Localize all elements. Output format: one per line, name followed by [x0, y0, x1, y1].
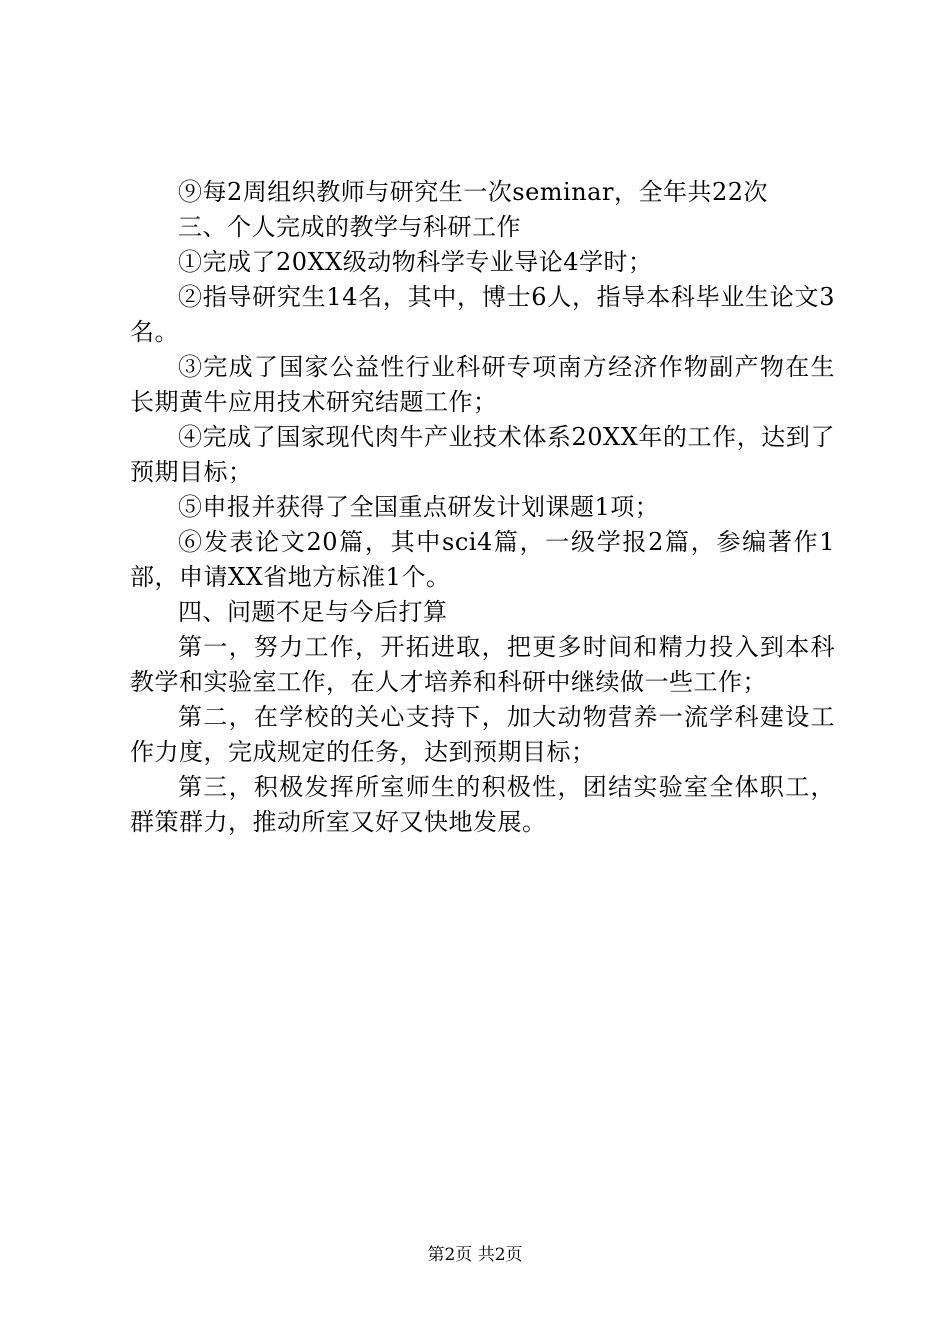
- list-item-1: ①完成了20XX级动物科学专业导论4学时；: [178, 248, 653, 276]
- page-number-label: 第2页 共2页: [427, 1245, 523, 1265]
- plan-item-1: 第一，努力工作，开拓进取，把更多时间和精力投入到本科教学和实验室工作，在人才培养和科研中继续做一些工作；: [130, 633, 835, 696]
- list-item-5: ⑤申报并获得了全国重点研发计划课题1项；: [178, 493, 660, 521]
- plan-item-2: 第二，在学校的关心支持下，加大动物营养一流学科建设工作力度，完成规定的任务，达到预期目标；: [130, 703, 835, 766]
- list-item-6: ⑥发表论文20篇，其中sci4篇，一级学报2篇，参编著作1部，申请XX省地方标准1个。: [130, 528, 835, 591]
- section-heading-4: 四、问题不足与今后打算: [178, 598, 448, 626]
- list-item-4: ④完成了国家现代肉牛产业技术体系20XX年的工作，达到了预期目标；: [130, 423, 835, 486]
- list-item-2: ②指导研究生14名，其中，博士6人，指导本科毕业生论文3名。: [130, 283, 835, 346]
- plan-item-3: 第三，积极发挥所室师生的积极性，团结实验室全体职工，群策群力，推动所室又好又快地发展。: [130, 773, 835, 836]
- document-body: [130, 175, 835, 840]
- section-heading-3: 三、个人完成的教学与科研工作: [178, 213, 521, 241]
- list-item-3: ③完成了国家公益性行业科研专项南方经济作物副产物在生长期黄牛应用技术研究结题工作；: [130, 353, 835, 416]
- page-footer: [0, 1243, 950, 1267]
- list-item-9: ⑨每2周组织教师与研究生一次seminar，全年共22次: [178, 178, 768, 206]
